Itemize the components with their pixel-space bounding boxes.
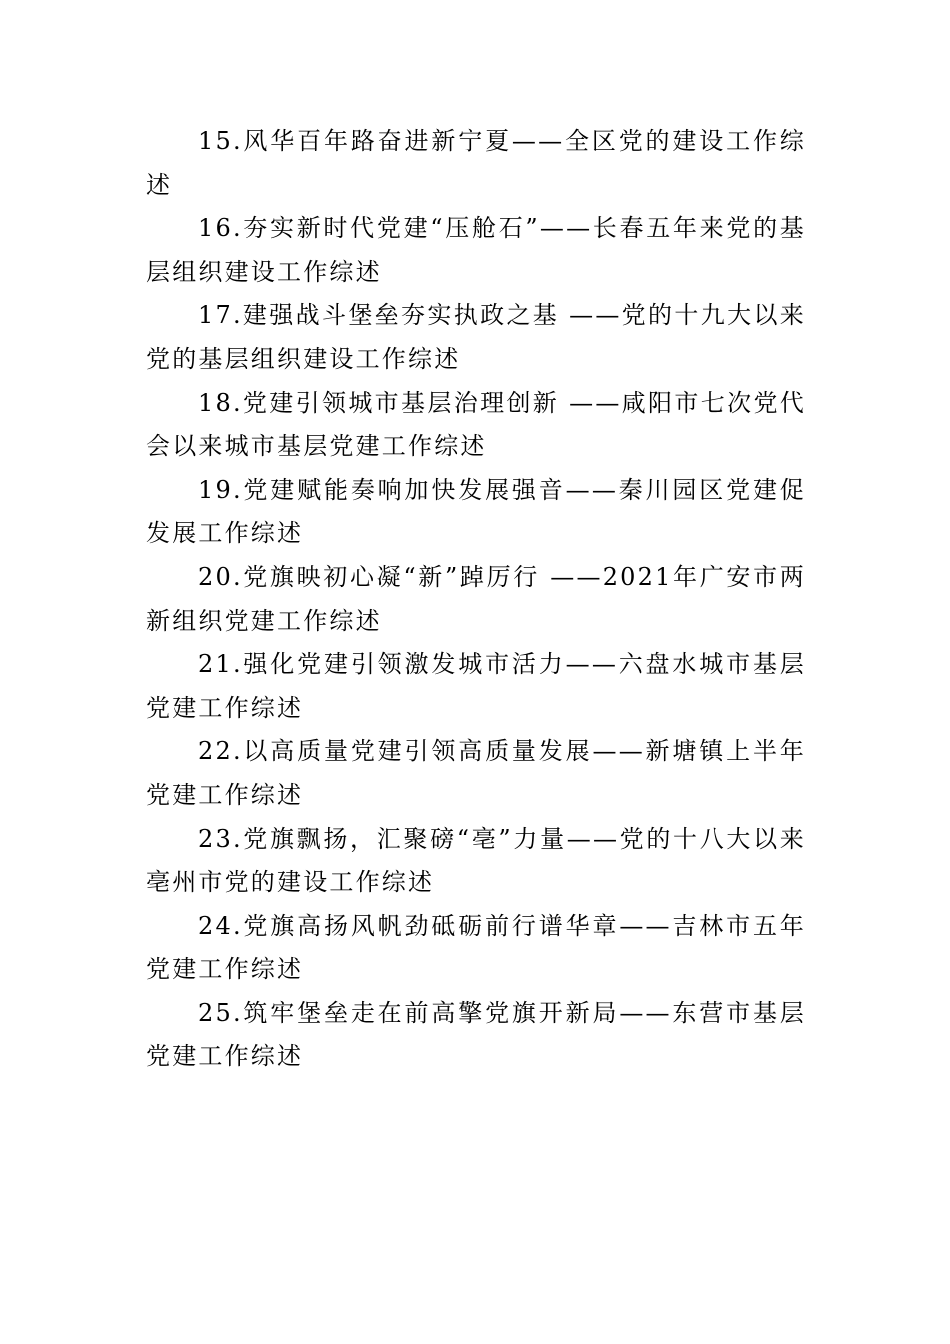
list-item: 17.建强战斗堡垒夯实执政之基 ——党的十九大以来党的基层组织建设工作综述 (146, 301, 806, 373)
list-item: 25.筑牢堡垒走在前高擎党旗开新局——东营市基层党建工作综述 (146, 998, 806, 1071)
list-item: 24.党旗高扬风帆劲砥砺前行谱华章——吉林市五年党建工作综述 (146, 911, 806, 984)
list-item: 20.党旗映初心凝“新”踔厉行 ——2021年广安市两新组织党建工作综述 (146, 562, 806, 635)
list-item: 21.强化党建引领激发城市活力——六盘水城市基层党建工作综述 (146, 650, 806, 722)
list-item: 23.党旗飘扬，汇聚磅“亳”力量——党的十八大以来亳州市党的建设工作综述 (146, 824, 806, 897)
list-item: 18.党建引领城市基层治理创新 ——咸阳市七次党代会以来城市基层党建工作综述 (146, 388, 806, 461)
list-item: 16.夯实新时代党建“压舱石”——长春五年来党的基层组织建设工作综述 (146, 214, 806, 286)
list-item: 19.党建赋能奏响加快发展强音——秦川园区党建促发展工作综述 (146, 475, 806, 548)
article-list (146, 120, 806, 1079)
list-item: 15.风华百年路奋进新宁夏——全区党的建设工作综述 (146, 127, 806, 199)
list-item: 22.以高质量党建引领高质量发展——新塘镇上半年党建工作综述 (146, 737, 806, 809)
